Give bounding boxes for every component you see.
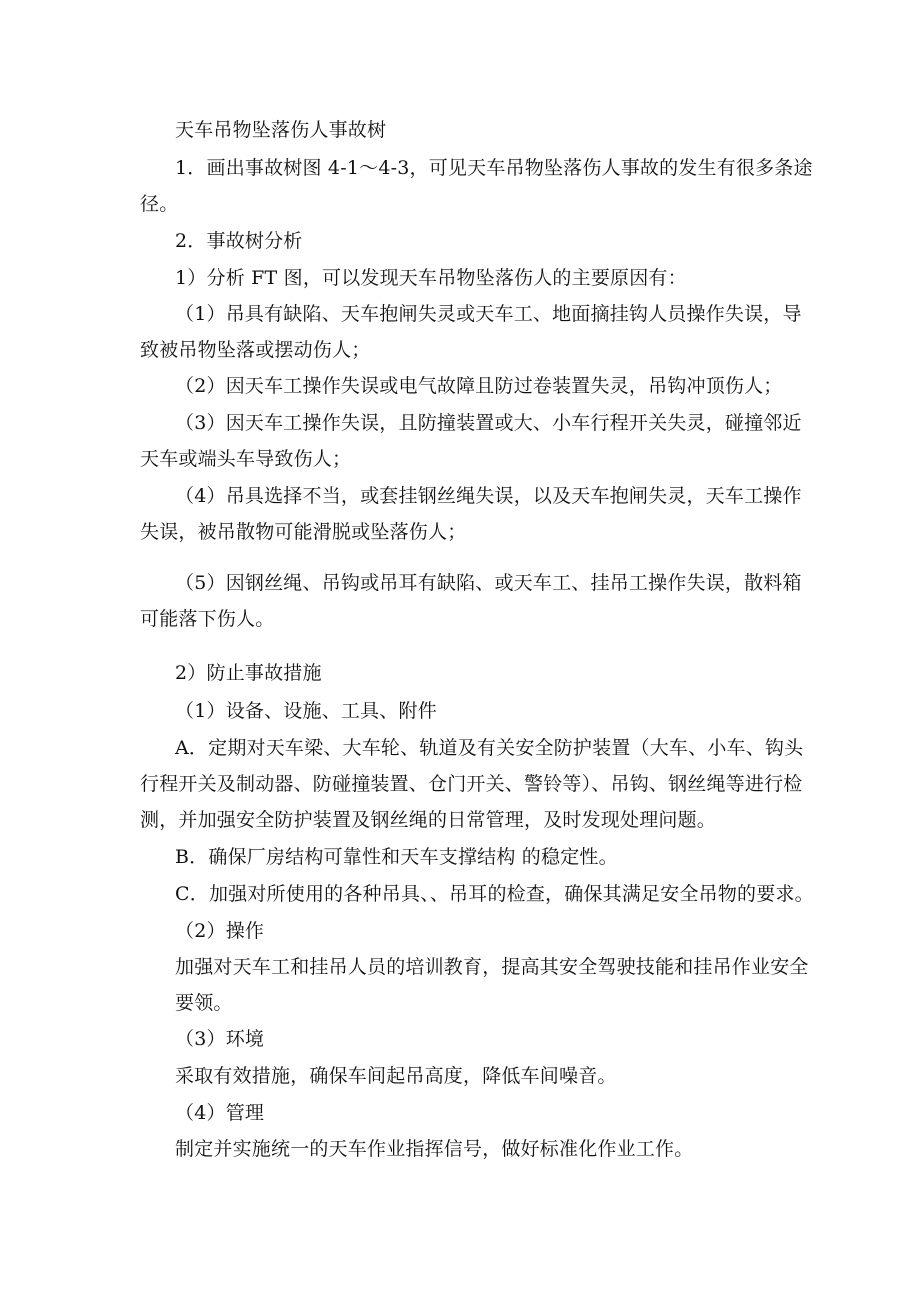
cause-1-line-1: （1）吊具有缺陷、天车抱闸失灵或天车工、地面摘挂钩人员操作失误，导 [175,303,802,325]
measure-1b: B．确保厂房结构可靠性和天车支撑结构 的稳定性。 [175,846,618,868]
paragraph-1-line-1: 1．画出事故树图 4-1～4-3，可见天车吊物坠落伤人事故的发生有很多条途 [175,157,813,179]
section-heading-measures: 2）防止事故措施 [175,662,322,684]
measure-1c: C．加强对所使用的各种吊具、、吊耳的检查，确保其满足安全吊物的要求。 [175,883,814,905]
cause-4-line-1: （4）吊具选择不当，或套挂钢丝绳失误，以及天车抱闸失灵，天车工操作 [175,485,802,507]
cause-5-line-2: 可能落下伤人。 [140,608,275,630]
cause-5-line-1: （5）因钢丝绳、吊钩或吊耳有缺陷、或天车工、挂吊工操作失误，散料箱 [175,572,802,594]
measure-1a-line-3: 测，并加强安全防护装置及钢丝绳的日常管理，及时发现处理问题。 [140,809,717,831]
cause-3-line-2: 天车或端头车导致伤人； [140,448,352,470]
measure-2-heading: （2）操作 [175,920,265,942]
measure-2-text-line-1: 加强对天车工和挂吊人员的培训教育，提高其安全驾驶技能和挂吊作业安全 [175,956,809,978]
measure-4-text: 制定并实施统一的天车作业指挥信号，做好标准化作业工作。 [175,1138,694,1160]
measure-1a-line-1: A．定期对天车梁、大车轮、轨道及有关安全防护装置（大车、小车、钩头 [175,737,804,759]
measure-1-heading: （1）设备、设施、工具、附件 [175,700,437,722]
cause-3-line-1: （3）因天车工操作失误，且防撞装置或大、小车行程开关失灵，碰撞邻近 [175,412,802,434]
cause-2: （2）因天车工操作失误或电气故障且防过卷装置失灵，吊钩冲顶伤人； [175,375,783,397]
measure-1a-line-2: 行程开关及制动器、防碰撞装置、仓门开关、警铃等）、吊钩、钢丝绳等进行检 [140,773,803,795]
analysis-intro: 1）分析 FT 图，可以发现天车吊物坠落伤人的主要原因有： [175,267,687,289]
paragraph-1-line-2: 径。 [140,193,179,215]
section-heading-analysis: 2．事故树分析 [175,230,303,252]
measure-3-heading: （3）环境 [175,1028,265,1050]
document-title: 天车吊物坠落伤人事故树 [175,119,387,141]
cause-4-line-2: 失误，被吊散物可能滑脱或坠落伤人； [140,521,467,543]
cause-1-line-2: 致被吊物坠落或摆动伤人； [140,339,371,361]
measure-4-heading: （4）管理 [175,1102,265,1124]
measure-2-text-line-2: 要领。 [175,992,233,1014]
measure-3-text: 采取有效措施，确保车间起吊高度，降低车间噪音。 [175,1065,617,1087]
